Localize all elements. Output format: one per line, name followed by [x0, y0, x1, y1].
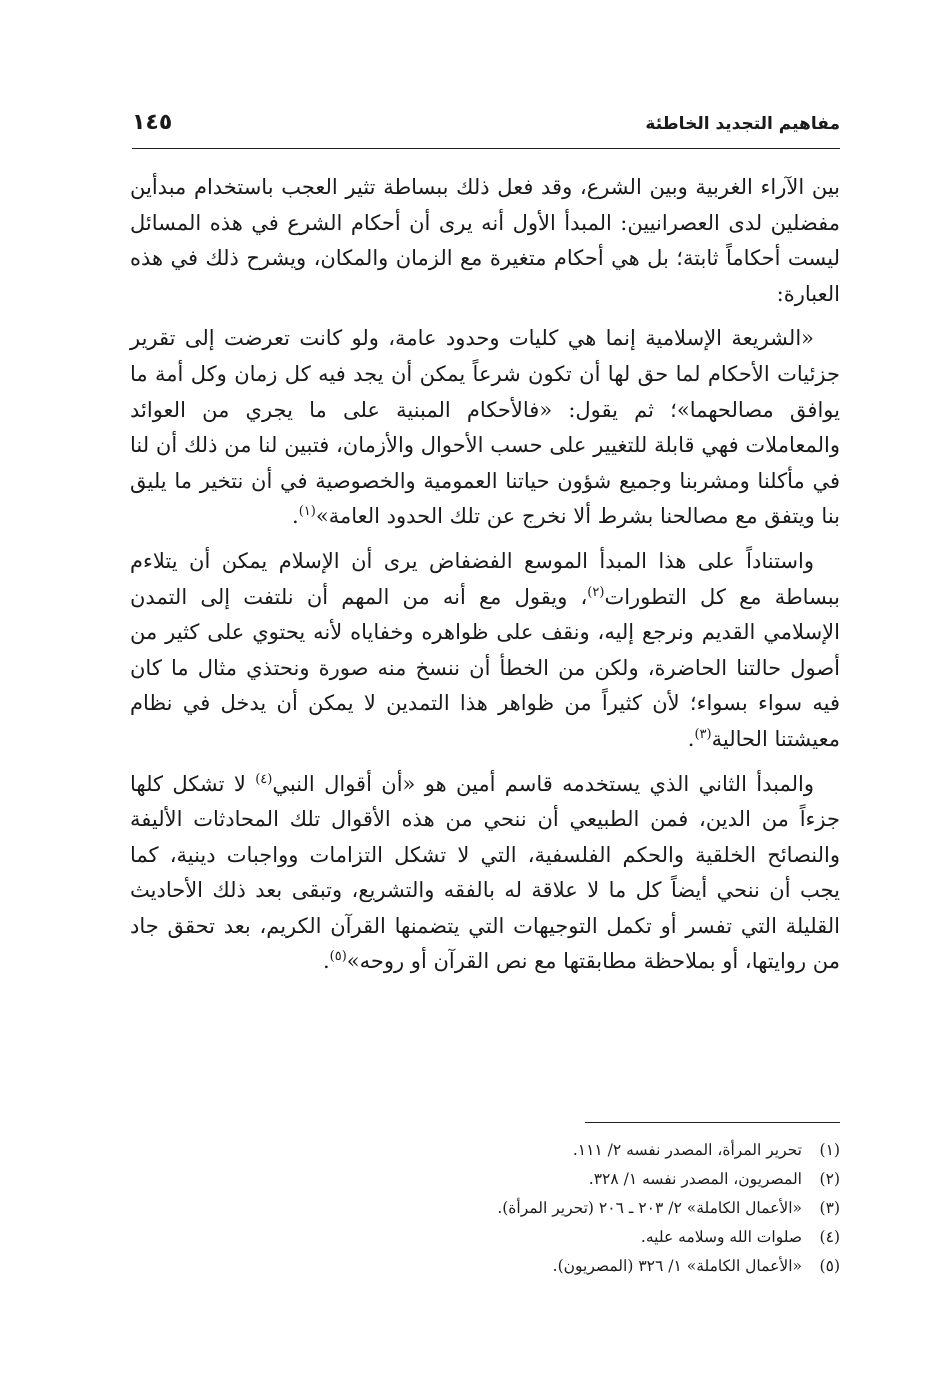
- footnote-text: المصريون، المصدر نفسه ١/ ٣٢٨.: [588, 1170, 802, 1188]
- footnote-text: صلوات الله وسلامه عليه.: [640, 1228, 802, 1246]
- footnote-item: [130, 1165, 840, 1194]
- main-text: [130, 170, 840, 989]
- footnote-marker-3[interactable]: (٣): [694, 726, 712, 742]
- page-number: ١٤٥: [132, 110, 173, 135]
- footnote-number: (٢): [819, 1170, 840, 1188]
- header-divider: [132, 148, 840, 149]
- footnotes: [130, 1136, 840, 1281]
- footnote-marker-4[interactable]: (٤): [255, 771, 273, 787]
- paragraph-4: والمبدأ الثاني الذي يستخدمه قاسم أمين هو «أن أقوال النبي$^{(٤)}$ لا تشكل كلها جزءاً من الدين، فمن الطبيعي أن ننحي من هذه الأقوال تلك المحادثات الأليفة والنصائح الخلقية والحكم الفلسفية، التي لا تشكل التزامات وواجبات دينية، كما يجب أن ننحي أيضاً كل ما لا علاقة له بالفقه والتشريع، وتبقى بعد ذلك الأحاديث القليلة التي تفسر أو تكمل التوجيهات التي يتضمنها القرآن الكريم، بعد تحقق جاد من روايتها، أو بملاحظة مطابقتها مع نص القرآن أو روحه»$^{(٥)}$.: [130, 771, 840, 974]
- paragraph-1: بين الآراء الغربية وبين الشرع، وقد فعل ذلك ببساطة تثير العجب باستخدام مبدأين مفضلين لدى العصرانيين: المبدأ الأول أنه يرى أن أحكام الشرع في هذه المسائل ليست أحكاماً ثابتة؛ بل هي أحكام متغيرة مع الزمان والمكان، ويشرح ذلك في هذه العبارة:: [130, 175, 840, 306]
- footnote-item: [130, 1252, 840, 1281]
- footnote-divider: [585, 1122, 840, 1123]
- page-header: [132, 108, 840, 144]
- footnote-text: «الأعمال الكاملة» ١/ ٣٢٦ (المصريون).: [552, 1257, 802, 1275]
- footnote-marker-5[interactable]: (٥): [329, 949, 347, 965]
- footnote-number: (١): [819, 1141, 840, 1159]
- footnote-number: (٥): [819, 1257, 840, 1275]
- footnote-text: «الأعمال الكاملة» ٢/ ٢٠٣ ـ ٢٠٦ (تحرير المرأة).: [497, 1199, 802, 1217]
- footnote-marker-2[interactable]: (٢): [587, 584, 605, 600]
- footnote-marker-1[interactable]: (١): [298, 504, 316, 520]
- paragraph-2: «الشريعة الإسلامية إنما هي كليات وحدود عامة، ولو كانت تعرضت إلى تقرير جزئيات الأحكام لما حق لها أن تكون شرعاً يمكن أن يجد فيه كل زمان وكل أمة ما يوافق مصالحهما»؛ ثم يقول: «فالأحكام المبنية على ما يجري من العوائد والمعاملات فهي قابلة للتغيير على حسب الأحوال والأزمان، فتبين لنا من ذلك أن لنا في مأكلنا ومشربنا وجميع شؤون حياتنا العمومية والخصوصية في أن نتخير ما يليق بنا ويتفق مع مصالحنا بشرط ألا نخرج عن تلك الحدود العامة»$^{(١)}$.: [130, 326, 840, 529]
- paragraph-3: واستناداً على هذا المبدأ الموسع الفضفاض يرى أن الإسلام يمكن أن يتلاءم ببساطة مع كل التطورات$^{(٢)}$، ويقول مع أنه من المهم أن نلتفت إلى التمدن الإسلامي القديم ونرجع إليه، ونقف على ظواهره وخفاياه لأنه يحتوي على كثير من أصول حالتنا الحاضرة، ولكن من الخطأ أن ننسخ منه صورة ونحتذي مثال ما كان فيه سواء بسواء؛ لأن كثيراً من ظواهر هذا التمدين لا يمكن أن يدخل في نظام معيشتنا الحالية$^{(٣)}$.: [130, 548, 840, 751]
- footnote-item: [130, 1223, 840, 1252]
- footnote-number: (٤): [819, 1228, 840, 1246]
- running-title: مفاهيم التجديد الخاطئة: [645, 114, 840, 134]
- footnote-text: تحرير المرأة، المصدر نفسه ٢/ ١١١.: [572, 1141, 802, 1159]
- footnote-number: (٣): [819, 1199, 840, 1217]
- footnote-item: [130, 1194, 840, 1223]
- footnote-item: [130, 1136, 840, 1165]
